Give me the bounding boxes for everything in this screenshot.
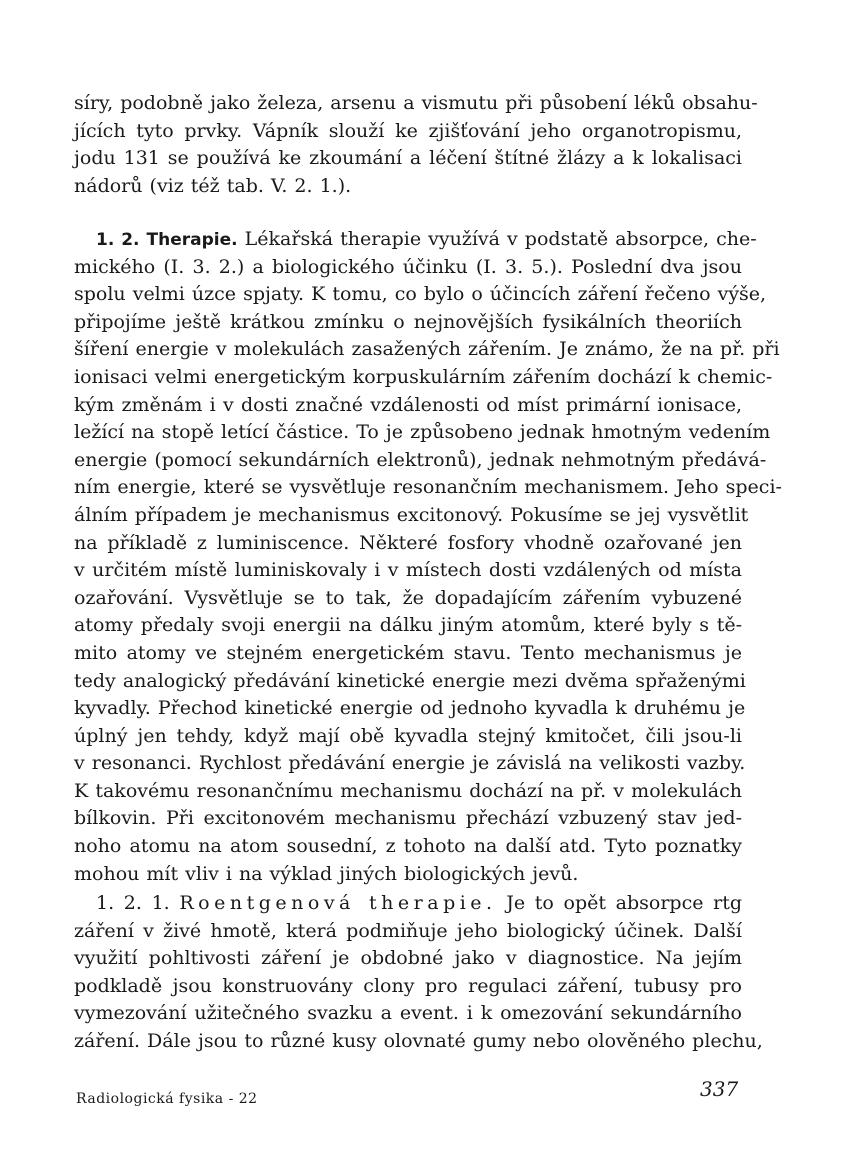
text-line: kyvadly. Přechod kinetické energie od jednoho kyvadla k druhému je bbox=[74, 697, 746, 720]
text-line: noho atomu na atom sousední, z tohoto na další atd. Tyto poznatky bbox=[74, 835, 742, 858]
section-number: 1. 2. bbox=[96, 230, 140, 250]
text-line: spolu velmi úzce spjaty. K tomu, co bylo o účincích záření řečeno výše, bbox=[74, 283, 767, 306]
text-line: ležící na stopě letící částice. To je způsobeno jednak hmotným vedením bbox=[74, 421, 771, 444]
text-line: K takovému resonančnímu mechanismu dochází na př. v molekulách bbox=[74, 779, 742, 802]
text-line: atomy předaly svoji energii na dálku jiným atomům, které byly s tě- bbox=[74, 614, 742, 637]
text-line: Je to opět absorpce rtg bbox=[506, 892, 743, 914]
text-line: připojíme ještě krátkou zmínku o nejnovějších fysikálních theoriích bbox=[74, 310, 742, 333]
text-line: ním energie, které se vysvětluje resonančním mechanismem. Jeho speci- bbox=[74, 476, 782, 499]
roentgen-section bbox=[74, 890, 763, 1056]
running-footer: Radiologická fysika - 22 bbox=[76, 1091, 258, 1107]
text-line: tedy analogický předávání kinetické energie mezi dvěma spřaženými bbox=[74, 669, 746, 692]
text-line: nádorů (viz též tab. V. 2. 1.). bbox=[74, 174, 352, 197]
text-line: Lékařská therapie využívá v podstatě absorpce, che- bbox=[244, 228, 757, 250]
text-line: vymezování užitečného svazku a event. i k omezování sekundárního bbox=[74, 1002, 742, 1025]
intro-paragraph bbox=[74, 90, 758, 200]
text-line: šíření energie v molekulách zasažených zářením. Je známo, že na př. při bbox=[74, 338, 780, 361]
section-number: 1. 2. 1. bbox=[96, 892, 170, 914]
text-line: mického (I. 3. 2.) a biologického účinku (I. 3. 5.). Poslední dva jsou bbox=[74, 255, 742, 278]
text-line: záření. Dále jsou to různé kusy olovnaté gumy nebo olověného plechu, bbox=[74, 1029, 763, 1052]
text-line: využití pohltivosti záření je obdobné jako v diagnostice. Na jejím bbox=[74, 947, 742, 970]
text-line: bílkovin. Při excitonovém mechanismu přechází vzbuzený stav jed- bbox=[74, 807, 742, 830]
text-line: úplný jen tehdy, když mají obě kyvadla stejný kmitočet, čili jsou-li bbox=[74, 724, 742, 747]
text-line: podkladě jsou konstruovány clony pro regulaci záření, tubusy pro bbox=[74, 974, 742, 997]
text-line: v resonanci. Rychlost předávání energie je závislá na velikosti vazby. bbox=[74, 752, 746, 775]
section-title: Roentgenová therapie. bbox=[179, 892, 497, 914]
text-line: ionisaci velmi energetickým korpuskulárním zářením dochází k chemic- bbox=[74, 365, 773, 388]
text-line: síry, podobně jako železa, arsenu a vismutu při působení léků obsahu- bbox=[74, 92, 758, 114]
section-title: Therapie. bbox=[146, 230, 238, 250]
text-line: jících tyto prvky. Vápník slouží ke zjišťování jeho organotropismu, bbox=[74, 119, 742, 142]
text-line: záření v živé hmotě, která podmiňuje jeho biologický účinek. Další bbox=[74, 919, 742, 942]
text-line: mohou mít vliv i na výklad jiných biologických jevů. bbox=[74, 862, 579, 885]
text-line: kým změnám i v dosti značné vzdálenosti od míst primární ionisace, bbox=[74, 393, 742, 416]
text-line: álním případem je mechanismus excitonový. Pokusíme se jej vysvětlit bbox=[74, 503, 749, 526]
text-line: v určitém místě luminiskovaly i v místech dosti vzdálených od místa bbox=[74, 559, 742, 582]
text-line: na příkladě z luminiscence. Některé fosfory vhodně ozařované jen bbox=[74, 531, 742, 554]
page-number: 337 bbox=[700, 1077, 739, 1101]
text-line: mito atomy ve stejném energetickém stavu. Tento mechanismus je bbox=[74, 641, 742, 664]
section-heading-line bbox=[74, 890, 742, 918]
text-line: ozařování. Vysvětluje se to tak, že dopadajícím zářením vybuzené bbox=[74, 586, 742, 609]
text-line: energie (pomocí sekundárních elektronů), jednak nehmotným předává- bbox=[74, 448, 767, 471]
text-line: jodu 131 se používá ke zkoumání a léčení štítné žlázy a k lokalisaci bbox=[74, 147, 742, 170]
section-heading-line bbox=[74, 226, 757, 254]
therapy-section bbox=[74, 226, 782, 888]
